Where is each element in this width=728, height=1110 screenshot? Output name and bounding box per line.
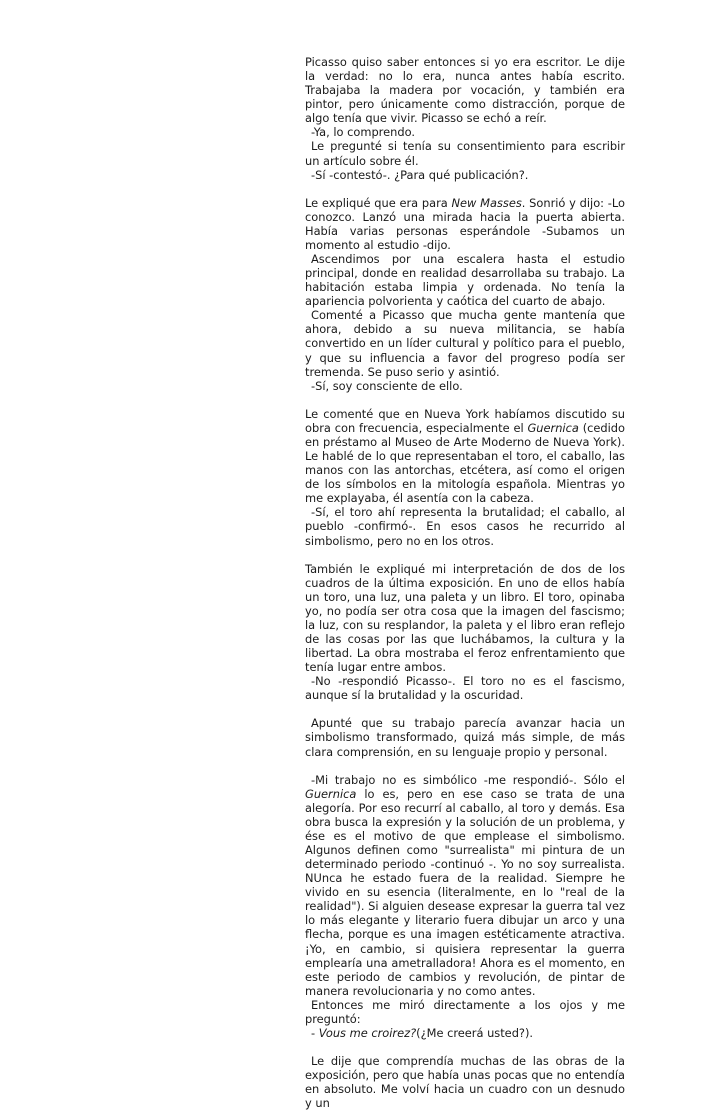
text-run: -Mi trabajo no es simbólico -me respondió-. Sólo el bbox=[311, 772, 625, 787]
text-run: Le pregunté si tenía su consentimiento para escribir un artículo sobre él. bbox=[305, 139, 625, 168]
text-run: . Sonrió y dijo: -Lo conozco. Lanzó una mirada hacia la puerta abierta. Había varias personas esperándole -Subamos un momento al estudio -dijo. bbox=[305, 195, 625, 252]
text-run: -Sí, el toro ahí representa la brutalidad; el caballo, al pueblo -confirmó-. En esos casos he recurrido al simbolismo, pero no en los otros. bbox=[305, 505, 625, 548]
text-run: lo es, pero en ese caso se trata de una alegoría. Por eso recurrí al caballo, al toro y demás. Esa obra busca la expresión y la solución de un problema, y ése es el motivo de que emplease el simbolismo. Algunos definen como "surrealista" mi pintura de un determinado periodo -continuó -. Yo no soy surrealista. NUnca he estado fuera de la realidad. Siempre he vivido en su esencia (literalmente, en lo "real de la realidad"). Si alguien desease expresar la guerra tal vez lo más elegante y literario fuera dibujar un arco y una flecha, porque es una imagen estéticamente atractiva. ¡Yo, en cambio, si quisiera representar la guerra emplearía una ametralladora! Ahora es el momento, en este periodo de cambios y revolución, de pintar de manera revolucionaria y no como antes. bbox=[305, 786, 625, 998]
paragraph bbox=[305, 55, 625, 125]
text-run: Le expliqué que era para bbox=[305, 195, 452, 210]
paragraph bbox=[305, 773, 625, 998]
text-run: (¿Me creerá usted?). bbox=[416, 1026, 534, 1040]
text-run: -Ya, lo comprendo. bbox=[311, 125, 415, 140]
text-run: Le comenté que en Nueva York habíamos discutido su obra con frecuencia, especialmente el bbox=[305, 406, 625, 435]
text-run: Apunté que su trabajo parecía avanzar hacia un simbolismo transformado, quizá más simple, de más clara comprensión, en su lenguaje propio y personal. bbox=[305, 716, 625, 759]
italic-title: Guernica bbox=[527, 420, 579, 435]
paragraph bbox=[305, 674, 625, 702]
paragraph bbox=[305, 168, 625, 182]
paragraph bbox=[305, 562, 625, 675]
italic-title: Guernica bbox=[305, 786, 357, 801]
document-body bbox=[305, 55, 625, 1110]
paragraph bbox=[305, 505, 625, 547]
text-run: -Sí, soy consciente de ello. bbox=[311, 378, 463, 393]
text-run: Le dije que comprendía muchas de las obras de la exposición, pero que había unas pocas que no entendía en absoluto. Me volví hacia un cuadro con un desnudo y un bbox=[305, 1054, 625, 1110]
text-run: -No -respondió Picasso-. El toro no es el fascismo, aunque sí la brutalidad y la oscuridad. bbox=[305, 674, 625, 703]
text-run: (cedido en préstamo al Museo de Arte Moderno de Nueva York). Le hablé de lo que representaban el toro, el caballo, las manos con las antorchas, etcétera, así como el origen de los símbolos en la mitología española. Mientras yo me explayaba, él asentía con la cabeza. bbox=[305, 420, 625, 506]
paragraph bbox=[305, 196, 625, 252]
italic-title: Vous me croirez? bbox=[318, 1026, 417, 1040]
text-run: Ascendimos por una escalera hasta el estudio principal, donde en realidad desarrollaba su trabajo. La habitación estaba limpia y ordenada. No tenía la apariencia polvorienta y caótica del cuarto de abajo. bbox=[305, 252, 625, 309]
paragraph bbox=[305, 252, 625, 308]
paragraph bbox=[305, 716, 625, 758]
paragraph bbox=[305, 407, 625, 506]
paragraph bbox=[305, 139, 625, 167]
text-run: - bbox=[311, 1026, 319, 1040]
text-run: Picasso quiso saber entonces si yo era escritor. Le dije la verdad: no lo era, nunca antes había escrito. Trabajaba la madera por vocación, y también era pintor, pero únicamente como distracción, porque de algo tenía que vivir. Picasso se echó a reír. bbox=[305, 55, 625, 126]
text-run: -Sí -contestó-. ¿Para qué publicación?. bbox=[311, 167, 529, 182]
text-run: Comenté a Picasso que mucha gente mantenía que ahora, debido a su nueva militancia, se había convertido en un líder cultural y político para el pueblo, y que su influencia a favor del progreso podía ser tremenda. Se puso serio y asintió. bbox=[305, 308, 625, 379]
paragraph bbox=[305, 1054, 625, 1110]
text-run: También le expliqué mi interpretación de dos de los cuadros de la última exposición. En uno de ellos había un toro, una luz, una paleta y un libro. El toro, opinaba yo, no podía ser otra cosa que la imagen del fascismo; la luz, con su resplandor, la paleta y el libro eran reflejo de las cosas por las que luchábamos, la cultura y la libertad. La obra mostraba el feroz enfrentamiento que tenía lugar entre ambos. bbox=[305, 561, 625, 675]
italic-title: New Masses bbox=[451, 195, 522, 210]
paragraph bbox=[305, 308, 625, 378]
paragraph bbox=[305, 379, 625, 393]
paragraph bbox=[305, 998, 625, 1026]
paragraph bbox=[305, 1026, 625, 1040]
text-run: Entonces me miró directamente a los ojos y me preguntó: bbox=[305, 997, 625, 1026]
paragraph bbox=[305, 125, 625, 139]
